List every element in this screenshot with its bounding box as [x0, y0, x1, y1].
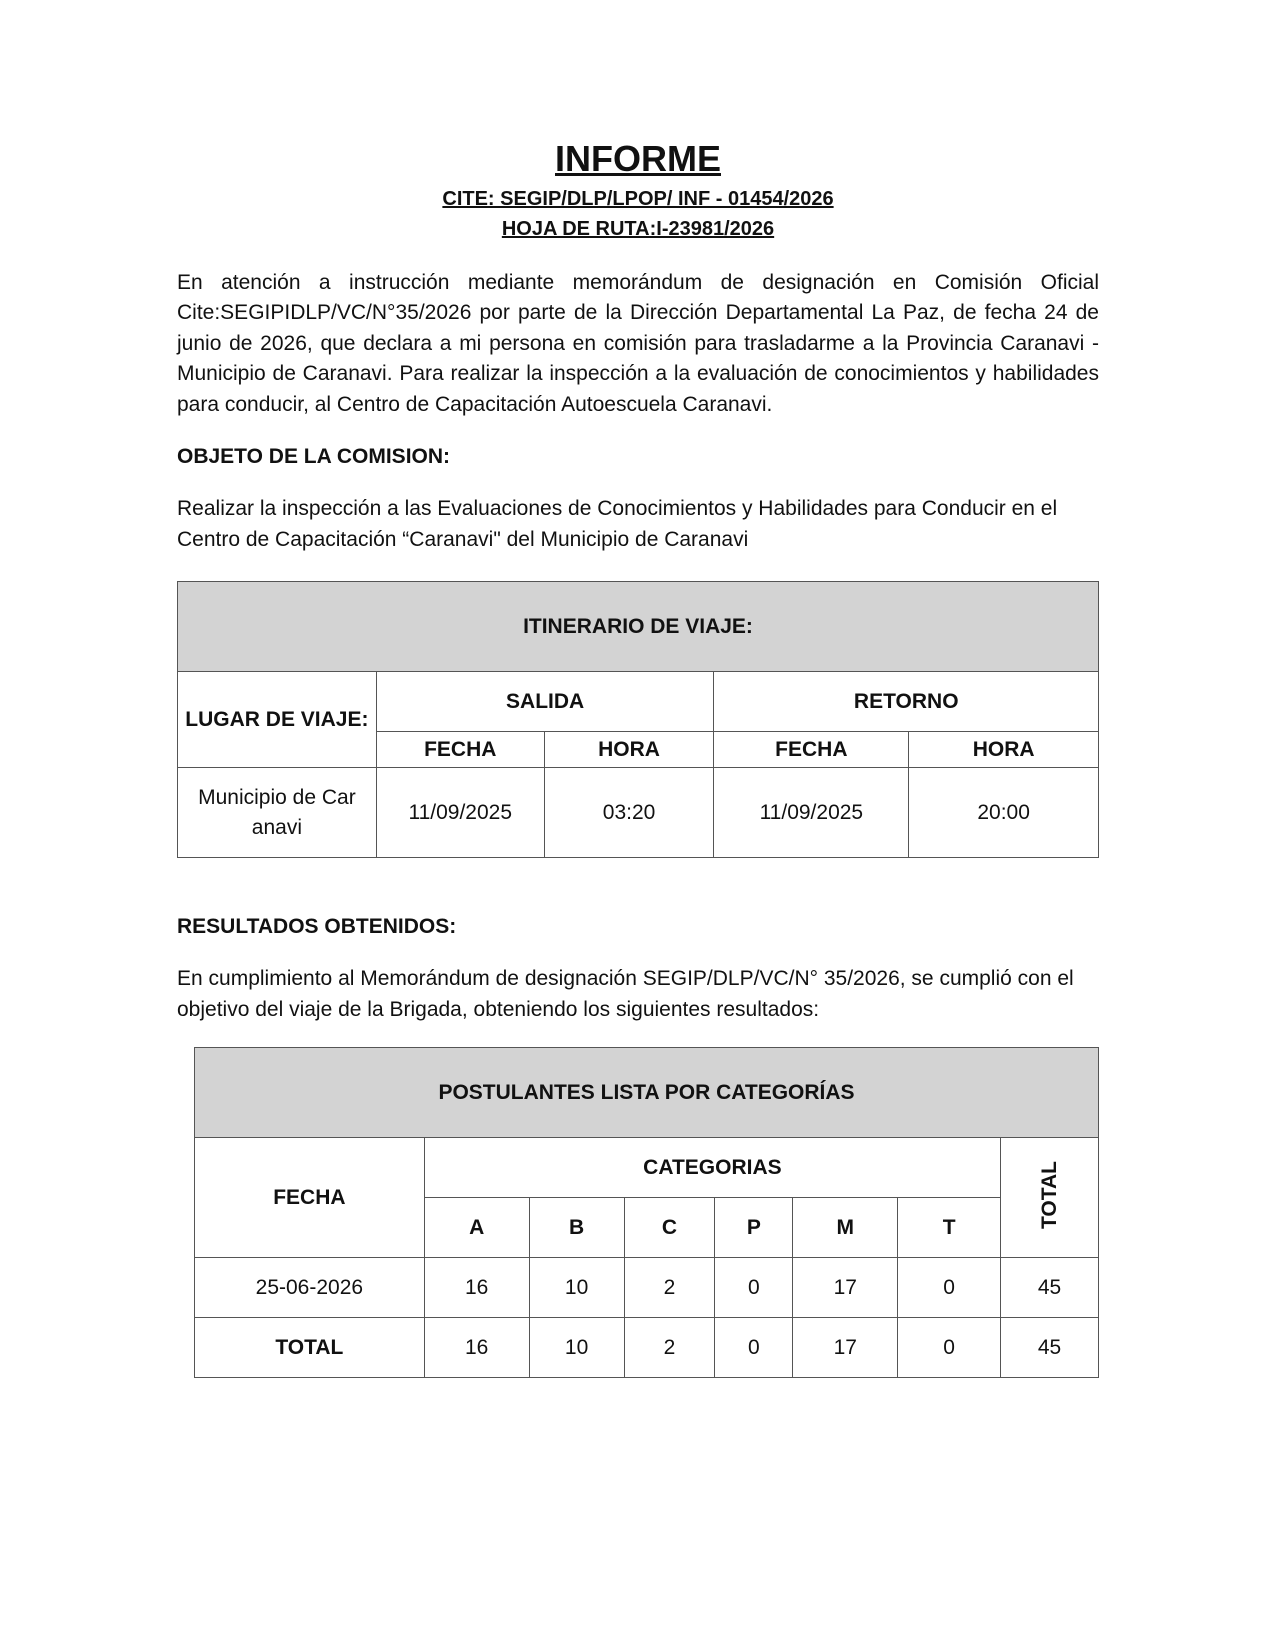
categorias-header: CATEGORIAS [424, 1138, 1000, 1198]
category-header-p: P [715, 1198, 793, 1258]
fecha-header: FECHA [195, 1138, 425, 1258]
category-header-c: C [624, 1198, 715, 1258]
salida-hora-header: HORA [544, 732, 714, 768]
document-title: INFORME [555, 138, 721, 179]
value-cell: 0 [715, 1318, 793, 1378]
resultados-heading: RESULTADOS OBTENIDOS: [177, 915, 457, 939]
cite-reference: CITE: SEGIP/DLP/LPOP/ INF - 01454/2026 [442, 187, 834, 210]
salida-fecha-header: FECHA [376, 732, 544, 768]
value-cell: 17 [793, 1258, 898, 1318]
row-total-cell: 45 [1001, 1258, 1099, 1318]
retorno-fecha-header: FECHA [714, 732, 909, 768]
hoja-de-ruta: HOJA DE RUTA:I-23981/2026 [501, 217, 775, 240]
postulantes-table [194, 1047, 1099, 1378]
value-cell: 17 [793, 1318, 898, 1378]
total-column-header [1001, 1138, 1099, 1258]
intro-paragraph: En atención a instrucción mediante memorándum de designación en Comisión Oficial Cite:SEGIPIDLP/VC/N°35/2026 por parte de la Dirección Departamental La Paz, de fecha 24 de junio de 2026, que declara a mi persona en comisión para trasladarme a la Provincia Caranavi - Municipio de Caranavi. Para realizar la inspección a la evaluación de conocimientos y habilidades para conducir, al Centro de Capacitación Autoescuela Caranavi. [177, 270, 1099, 416]
retorno-fecha-cell: 11/09/2025 [714, 768, 909, 858]
category-header-t: T [898, 1198, 1001, 1258]
value-cell: 0 [898, 1258, 1001, 1318]
value-cell: 10 [529, 1258, 624, 1318]
salida-hora-cell: 03:20 [544, 768, 714, 858]
value-cell: 0 [898, 1318, 1001, 1378]
value-cell: 16 [424, 1318, 529, 1378]
salida-header: SALIDA [376, 672, 714, 732]
lugar-header: LUGAR DE VIAJE: [178, 672, 377, 768]
value-cell: 0 [715, 1258, 793, 1318]
lugar-cell: Municipio de Car anavi [178, 768, 377, 858]
postulantes-header: POSTULANTES LISTA POR CATEGORÍAS [195, 1048, 1099, 1138]
objeto-heading: OBJETO DE LA COMISION: [177, 445, 451, 469]
table-row [195, 1258, 1099, 1318]
row-total-cell: 45 [1001, 1318, 1099, 1378]
itinerario-table [177, 581, 1099, 858]
table-row [178, 768, 1099, 858]
value-cell: 16 [424, 1258, 529, 1318]
category-header-m: M [793, 1198, 898, 1258]
value-cell: 2 [624, 1258, 715, 1318]
salida-fecha-cell: 11/09/2025 [376, 768, 544, 858]
retorno-hora-cell: 20:00 [909, 768, 1099, 858]
total-row-label: TOTAL [195, 1318, 425, 1378]
category-header-b: B [529, 1198, 624, 1258]
table-row [195, 1318, 1099, 1378]
value-cell: 2 [624, 1318, 715, 1378]
objeto-paragraph: Realizar la inspección a las Evaluaciones de Conocimientos y Habilidades para Conducir en el Centro de Capacitación “Caranavi" del Municipio de Caranavi [177, 497, 1058, 551]
retorno-header: RETORNO [714, 672, 1099, 732]
row-fecha-cell: 25-06-2026 [195, 1258, 425, 1318]
retorno-hora-header: HORA [909, 732, 1099, 768]
document-page [177, 140, 1099, 1378]
resultados-paragraph: En cumplimiento al Memorándum de designación SEGIP/DLP/VC/N° 35/2026, se cumplió con el objetivo del viaje de la Brigada, obteniendo los siguientes resultados: [177, 967, 1074, 1021]
value-cell: 10 [529, 1318, 624, 1378]
category-header-a: A [424, 1198, 529, 1258]
itinerario-header: ITINERARIO DE VIAJE: [178, 582, 1099, 672]
total-vertical-label: TOTAL [1037, 1160, 1061, 1229]
